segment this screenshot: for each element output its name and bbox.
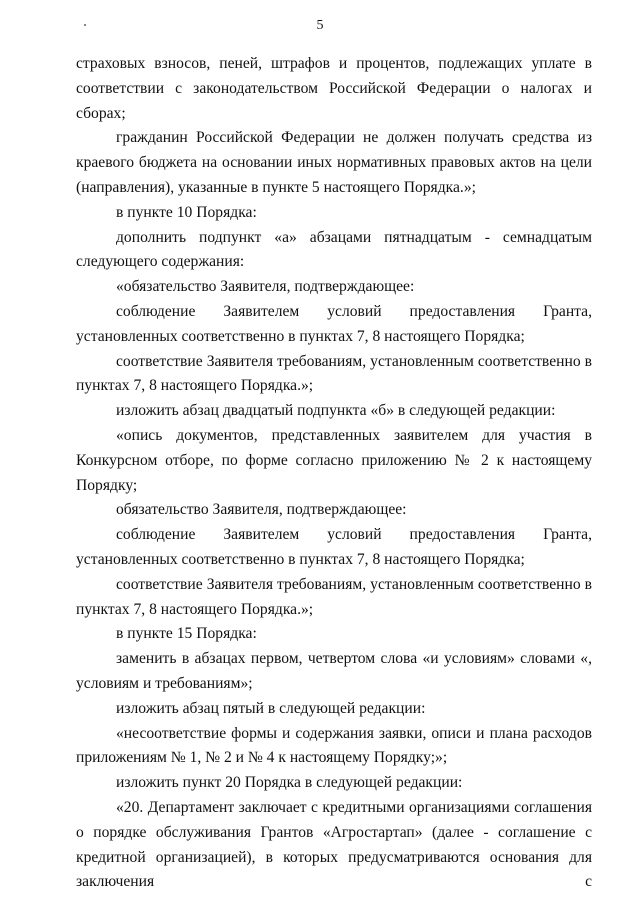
- paragraph: в пункте 15 Порядка:: [116, 625, 257, 643]
- paragraph: соблюдение Заявителем условий предоставления Гранта, установленных соответственно в пунктах 7, 8 настоящего Порядка;: [76, 526, 592, 568]
- paragraph: гражданин Российской Федерации не должен получать средства из краевого бюджета на основании иных нормативных правовых актов на цели (направления), указанные в пункте 5 настоящего Порядка.»;: [76, 129, 592, 196]
- paragraph: «опись документов, представленных заявителем для участия в Конкурсном отборе, по форме согласно приложению № 2 к настоящему Порядку;: [76, 426, 592, 494]
- page-number: 5: [316, 18, 324, 33]
- paragraph: соблюдение Заявителем условий предоставления Гранта, установленных соответственно в пунктах 7, 8 настоящего Порядка;: [76, 302, 592, 345]
- paragraph: изложить абзац двадцатый подпункта «б» в следующей редакции:: [116, 402, 556, 420]
- paragraph: в пункте 10 Порядка:: [116, 203, 257, 221]
- paragraph: соответствие Заявителя требованиям, установленным соответственно в пунктах 7, 8 настоящего Порядка.»;: [76, 575, 592, 618]
- paragraph: изложить пункт 20 Порядка в следующей редакции:: [116, 774, 463, 792]
- paragraph: дополнить подпункт «а» абзацами пятнадцатым - семнадцатым следующего содержания:: [76, 228, 592, 271]
- paragraph: «несоответствие формы и содержания заявки, описи и плана расходов приложениям № 1, № 2 и № 4 к настоящему Порядку;»;: [76, 724, 592, 767]
- paragraph: обязательство Заявителя, подтверждающее:: [116, 501, 407, 519]
- paragraph: заменить в абзацах первом, четвертом слова «и условиям» словами «, условиям и требованиям»;: [76, 650, 592, 692]
- paragraph: изложить абзац пятый в следующей редакции:: [116, 699, 426, 717]
- paragraph: «обязательство Заявителя, подтверждающее:: [116, 278, 415, 296]
- document-body: [76, 52, 592, 895]
- paragraph: «20. Департамент заключает с кредитными организациями соглашения о порядке обслуживания Грантов «Агростартап» (далее - соглашение с кредитной организацией), в которых предусматриваются основания для заключения с: [76, 798, 592, 891]
- paragraph: соответствие Заявителя требованиям, установленным соответственно в пунктах 7, 8 настоящего Порядка.»;: [76, 352, 592, 395]
- paragraph-continuation: страховых взносов, пеней, штрафов и процентов, подлежащих уплате в соответствии с законодательством Российской Федерации о налогах и сборах;: [76, 55, 592, 122]
